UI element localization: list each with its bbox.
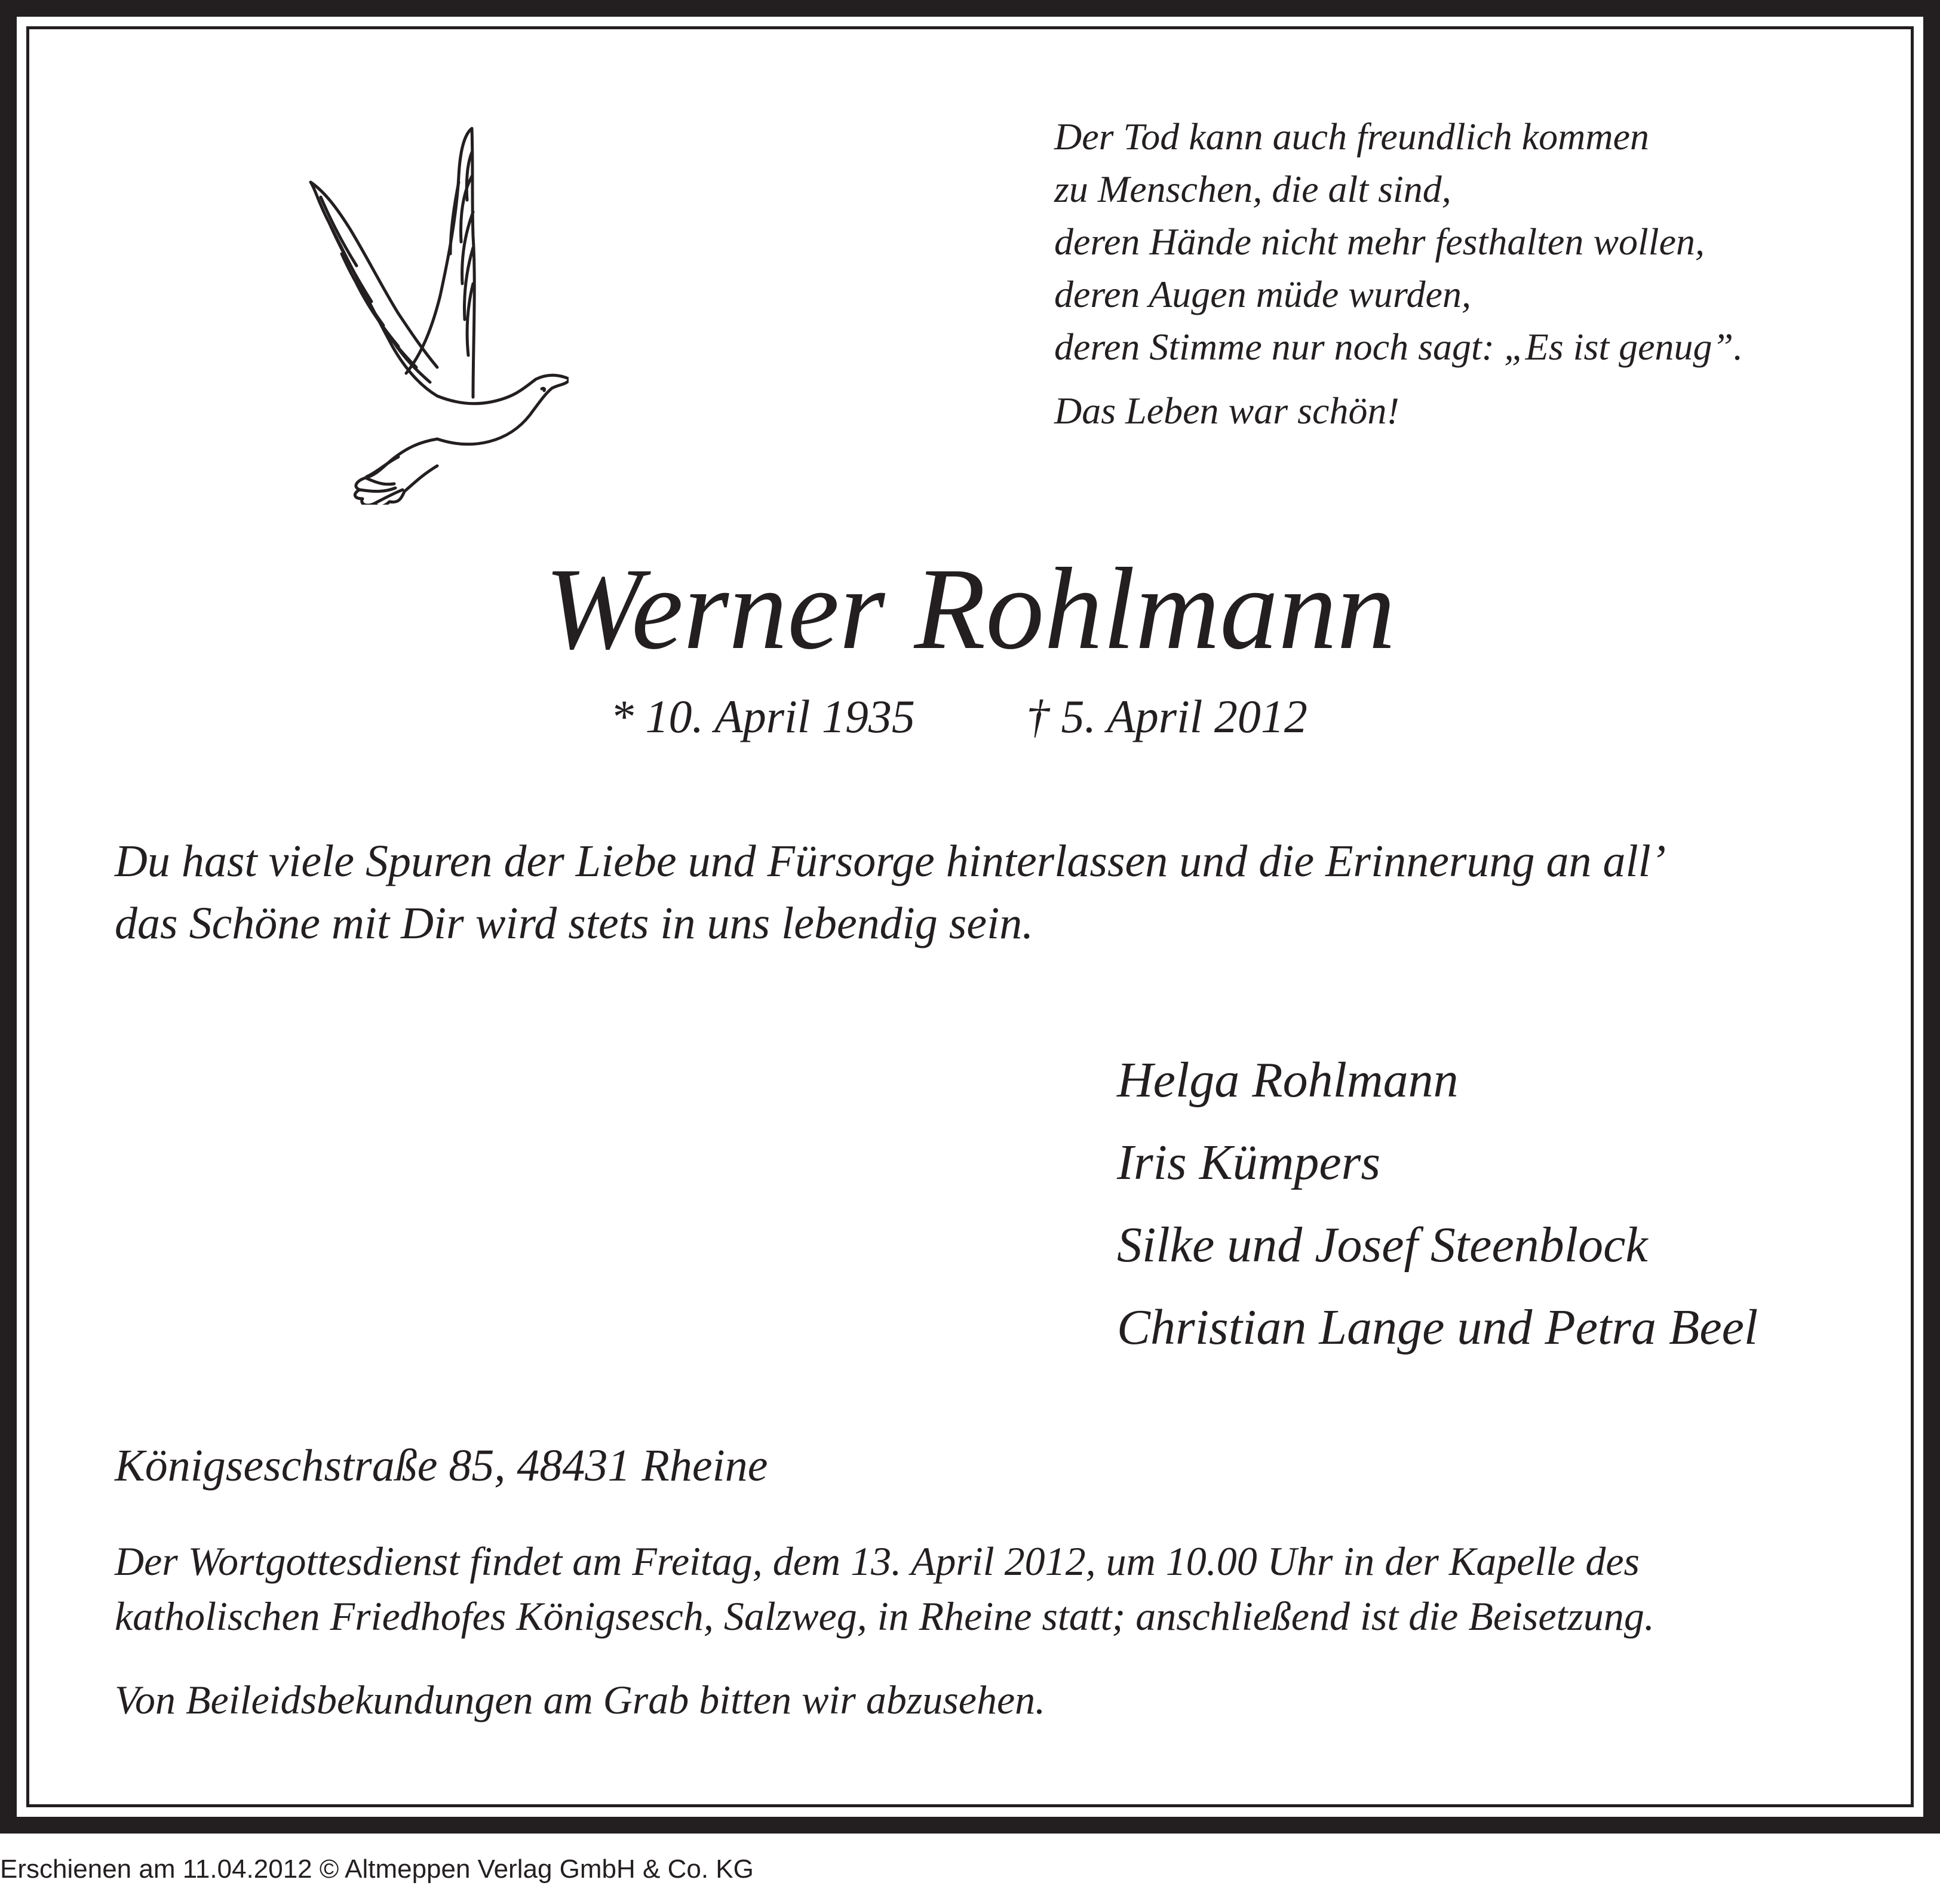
mourner-name: Helga Rohlmann: [1117, 1052, 1459, 1108]
address: Königseschstraße 85, 48431 Rheine: [115, 1441, 768, 1491]
message-line: Du hast viele Spuren der Liebe und Fürsorge hinterlassen und die Erinnerung an all’: [115, 836, 1666, 886]
service-line: Der Wortgottesdienst findet am Freitag, dem 13. April 2012, um 10.00 Uhr in der Kapelle des: [115, 1538, 1640, 1584]
dove-icon: [294, 116, 569, 505]
poem-line: zu Menschen, die alt sind,: [1054, 168, 1451, 210]
poem-closing: Das Leben war schön!: [1054, 389, 1399, 432]
mourner-name: Christian Lange und Petra Beel: [1117, 1300, 1758, 1355]
message-line: das Schöne mit Dir wird stets in uns lebendig sein.: [115, 898, 1034, 948]
publication-footer: Erschienen am 11.04.2012 © Altmeppen Verlag GmbH & Co. KG: [0, 1854, 754, 1884]
poem-line: Der Tod kann auch freundlich kommen: [1054, 115, 1649, 158]
death-date: † 5. April 2012: [1026, 690, 1307, 742]
mourner-name: Iris Kümpers: [1117, 1135, 1381, 1190]
memorial-message: [115, 830, 1666, 954]
mourner-name: Silke und Josef Steenblock: [1117, 1217, 1648, 1273]
mourners-list: [1117, 1039, 1758, 1369]
poem-line: deren Hände nicht mehr festhalten wollen,: [1054, 220, 1705, 263]
poem: [1054, 110, 1743, 373]
condolence-note: Von Beileidsbekundungen am Grab bitten wir abzusehen.: [115, 1677, 1046, 1722]
birth-date: * 10. April 1935: [610, 690, 915, 742]
service-line: katholischen Friedhofes Königsesch, Salzweg, in Rheine statt; anschließend ist die Beisetzung.: [115, 1593, 1654, 1639]
poem-line: deren Stimme nur noch sagt: „Es ist genug”.: [1054, 325, 1743, 368]
poem-line: deren Augen müde wurden,: [1054, 273, 1471, 315]
deceased-name: Werner Rohlmann: [544, 544, 1396, 674]
service-notice: [115, 1534, 1654, 1644]
